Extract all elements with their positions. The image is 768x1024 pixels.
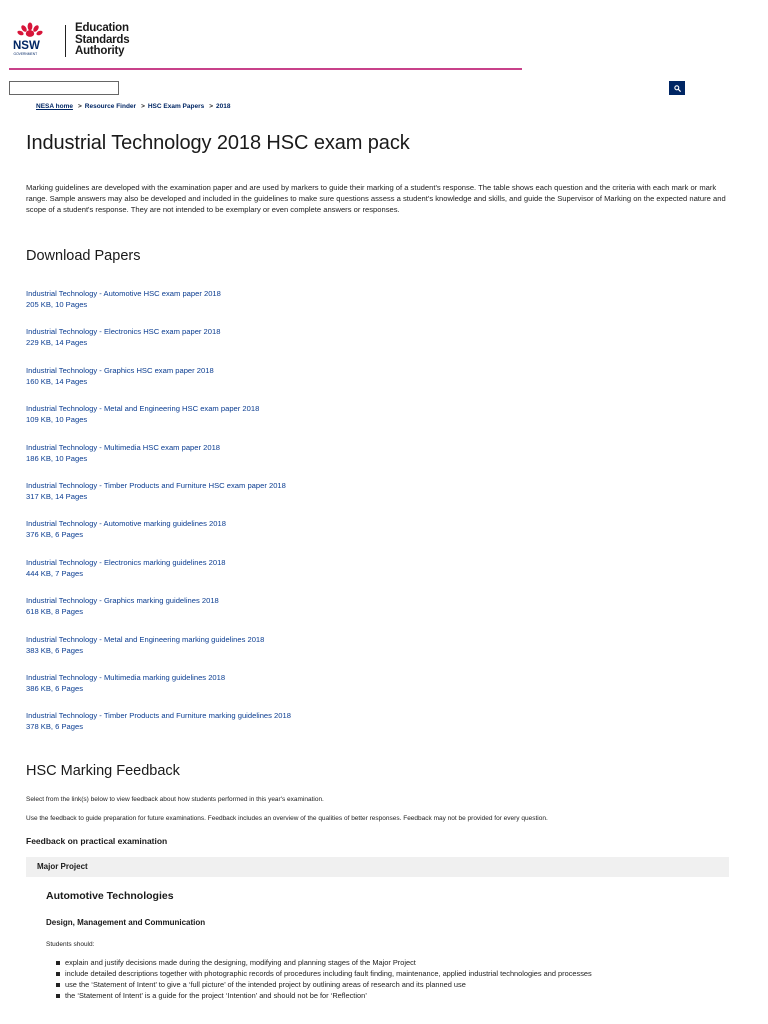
download-meta: 186 KB, 10 Pages [26, 453, 88, 463]
download-item[interactable] [26, 634, 626, 672]
logo-line: Authority [75, 45, 125, 57]
major-project-accordion[interactable] [26, 857, 729, 877]
logo-wordmark [75, 23, 129, 58]
nesa-logo[interactable] [13, 22, 130, 62]
list-item: use the ‘Statement of Intent’ to give a ‘full picture’ of the intended project by outlining areas of research and its planned use [56, 979, 696, 990]
download-meta: 109 KB, 10 Pages [26, 415, 88, 425]
marking-feedback-heading: HSC Marking Feedback [26, 763, 180, 779]
download-title: Industrial Technology - Timber Products and Furniture marking guidelines 2018 [26, 711, 291, 721]
download-title: Industrial Technology - Automotive marking guidelines 2018 [26, 519, 226, 529]
download-item[interactable] [26, 480, 626, 518]
download-item[interactable] [26, 403, 626, 441]
download-item[interactable] [26, 288, 626, 326]
nsw-waratah-icon [13, 22, 47, 58]
breadcrumb [36, 103, 231, 110]
breadcrumb-hsc-exam-papers[interactable]: HSC Exam Papers [147, 103, 205, 110]
download-title: Industrial Technology - Timber Products and Furniture HSC exam paper 2018 [26, 480, 286, 490]
download-meta: 618 KB, 8 Pages [26, 607, 83, 617]
download-item[interactable] [26, 710, 626, 748]
logo-line: Standards [75, 33, 130, 46]
breadcrumb-separator: > [141, 103, 145, 110]
search-input[interactable] [9, 81, 119, 95]
design-management-heading: Design, Management and Communication [46, 918, 206, 927]
header-divider [9, 68, 522, 70]
list-item: include detailed descriptions together with photographic records of procedures including fault finding, maintenance, applied industrial technologies and processes [56, 968, 696, 979]
search-icon [674, 85, 681, 92]
download-meta: 444 KB, 7 Pages [26, 568, 83, 578]
download-item[interactable] [26, 672, 626, 710]
svg-text:NSW: NSW [13, 40, 40, 52]
svg-text:GOVERNMENT: GOVERNMENT [13, 52, 38, 56]
breadcrumb-resource-finder[interactable]: Resource Finder [84, 103, 137, 110]
download-title: Industrial Technology - Metal and Engineering HSC exam paper 2018 [26, 404, 260, 414]
feedback-guidance-text: Use the feedback to guide preparation for future examinations. Feedback includes an overview of the qualities of better responses. Feedback may not be provided for every question. [26, 815, 548, 822]
download-item[interactable] [26, 518, 626, 556]
download-meta: 229 KB, 14 Pages [26, 338, 88, 348]
download-title: Industrial Technology - Electronics marking guidelines 2018 [26, 557, 226, 567]
feedback-bullet-list [56, 957, 696, 1001]
download-meta: 317 KB, 14 Pages [26, 491, 88, 501]
list-item: the ‘Statement of Intent’ is a guide for the project ‘Intention’ and should not be for ‘Reflection’ [56, 990, 696, 1001]
breadcrumb-separator: > [77, 103, 82, 110]
breadcrumb-separator: > [209, 103, 214, 110]
logo-line: Education [75, 22, 129, 34]
download-item[interactable] [26, 326, 626, 364]
search-button[interactable] [669, 81, 685, 95]
breadcrumb-2018[interactable]: 2018 [216, 103, 231, 110]
download-meta: 383 KB, 6 Pages [26, 645, 83, 655]
accordion-label: Major Project [37, 862, 88, 871]
download-title: Industrial Technology - Multimedia HSC exam paper 2018 [26, 442, 221, 452]
automotive-technologies-heading: Automotive Technologies [46, 890, 174, 902]
download-title: Industrial Technology - Automotive HSC exam paper 2018 [26, 289, 221, 298]
logo-divider [65, 25, 66, 57]
download-title: Industrial Technology - Metal and Engineering marking guidelines 2018 [26, 634, 265, 644]
download-title: Industrial Technology - Graphics HSC exam paper 2018 [26, 365, 214, 375]
download-item[interactable] [26, 365, 626, 403]
download-papers-heading: Download Papers [26, 248, 141, 264]
download-list [26, 288, 626, 749]
breadcrumb-nesa-home[interactable]: NESA home [36, 103, 73, 110]
download-item[interactable] [26, 557, 626, 595]
site-header [0, 0, 768, 70]
download-title: Industrial Technology - Multimedia marking guidelines 2018 [26, 672, 226, 682]
download-meta: 205 KB, 10 Pages [26, 300, 88, 309]
download-item[interactable] [26, 442, 626, 480]
download-item[interactable] [26, 595, 626, 633]
download-meta: 376 KB, 6 Pages [26, 530, 83, 540]
list-item: explain and justify decisions made during the designing, modifying and planning stages of the Major Project [56, 957, 696, 968]
download-title: Industrial Technology - Graphics marking guidelines 2018 [26, 596, 219, 606]
download-meta: 378 KB, 6 Pages [26, 722, 83, 732]
feedback-intro-text: Select from the link(s) below to view feedback about how students performed in this year's examination. [26, 796, 324, 803]
students-should-label: Students should: [46, 941, 95, 948]
download-meta: 160 KB, 14 Pages [26, 376, 88, 386]
download-title: Industrial Technology - Electronics HSC exam paper 2018 [26, 327, 221, 337]
download-meta: 386 KB, 6 Pages [26, 683, 83, 693]
practical-feedback-heading: Feedback on practical examination [26, 836, 168, 846]
intro-paragraph: Marking guidelines are developed with the examination paper and are used by markers to guide their marking of a student's response. The table shows each question and the criteria with each mark or mark range. Sample answers may also be developed and included in the guidelines to make sure questions assess a student's knowledge and skills, and guide the Supervisor of Marking on the expected nature and scope of a student's response. They are not intended to be exemplary or even complete answers or responses. [26, 183, 726, 214]
page-title: Industrial Technology 2018 HSC exam pack [26, 132, 410, 154]
